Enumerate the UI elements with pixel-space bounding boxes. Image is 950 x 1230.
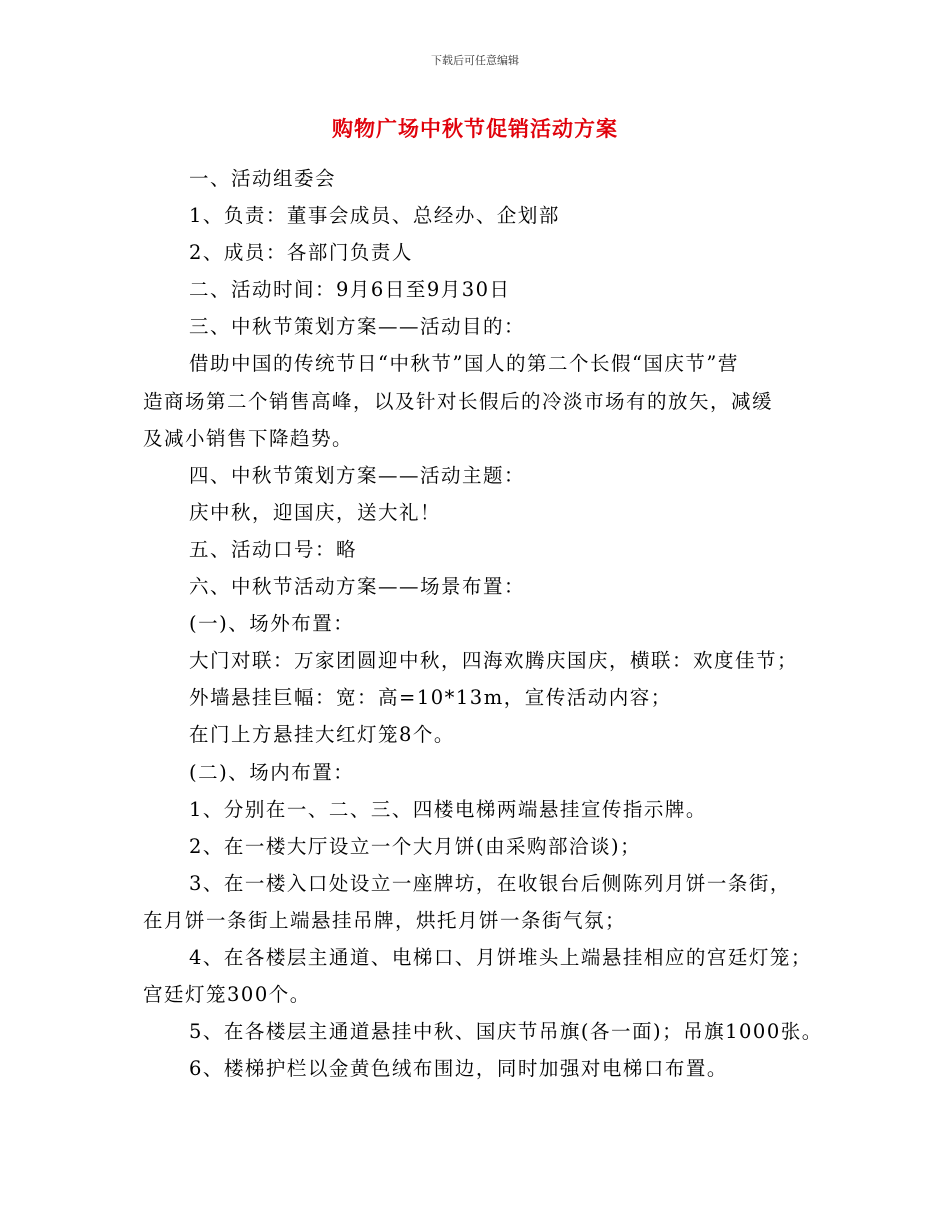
- paragraph-line: 三、中秋节策划方案——活动目的：: [189, 315, 526, 339]
- paragraph-line: 借助中国的传统节日“中秋节”国人的第二个长假“国庆节”营: [189, 352, 739, 376]
- document-body: [143, 160, 833, 1087]
- paragraph-line: 五、活动口号：略: [189, 537, 358, 561]
- paragraph-line: 2、在一楼大厅设立一个大月饼(由采购部洽谈)；: [189, 834, 642, 858]
- paragraph-line: 1、负责：董事会成员、总经办、企划部: [189, 204, 560, 228]
- paragraph-line: 3、在一楼入口处设立一座牌坊，在收银台后侧陈列月饼一条街，: [189, 871, 791, 895]
- paragraph-line: 宫廷灯笼300个。: [143, 983, 311, 1007]
- paragraph-line: 四、中秋节策划方案——活动主题：: [189, 463, 526, 487]
- paragraph-line: (一)、场外布置：: [189, 612, 355, 636]
- paragraph-line: 大门对联：万家团圆迎中秋，四海欢腾庆国庆，横联：欢度佳节；: [189, 649, 799, 673]
- document-title: 购物广场中秋节促销活动方案: [332, 117, 618, 141]
- paragraph-line: 六、中秋节活动方案——场景布置：: [189, 575, 526, 599]
- page-header: 下载后可任意编辑: [431, 54, 519, 67]
- paragraph-line: 造商场第二个销售高峰，以及针对长假后的冷淡市场有的放矢，减缓: [143, 389, 774, 413]
- paragraph-line: 在门上方悬挂大红灯笼8个。: [189, 723, 455, 747]
- paragraph-line: 二、活动时间：9月6日至9月30日: [189, 278, 511, 302]
- paragraph-line: 及减小销售下降趋势。: [143, 426, 354, 450]
- paragraph-line: 1、分别在一、二、三、四楼电梯两端悬挂宣传指示牌。: [189, 797, 707, 821]
- paragraph-line: 2、成员：各部门负责人: [189, 241, 413, 265]
- paragraph-line: 4、在各楼层主通道、电梯口、月饼堆头上端悬挂相应的宫廷灯笼；: [189, 945, 812, 969]
- paragraph-line: 在月饼一条街上端悬挂吊牌，烘托月饼一条街气氛；: [143, 908, 627, 932]
- paragraph-line: 6、楼梯护栏以金黄色绒布围边，同时加强对电梯口布置。: [189, 1057, 728, 1081]
- paragraph-line: 庆中秋，迎国庆，送大礼！: [189, 500, 442, 524]
- paragraph-line: 5、在各楼层主通道悬挂中秋、国庆节吊旗(各一面)；吊旗1000张。: [189, 1020, 823, 1044]
- paragraph-line: 外墙悬挂巨幅：宽：高=10*13m，宣传活动内容；: [189, 686, 672, 710]
- paragraph-line: (二)、场内布置：: [189, 760, 355, 784]
- paragraph-line: 一、活动组委会: [189, 167, 337, 190]
